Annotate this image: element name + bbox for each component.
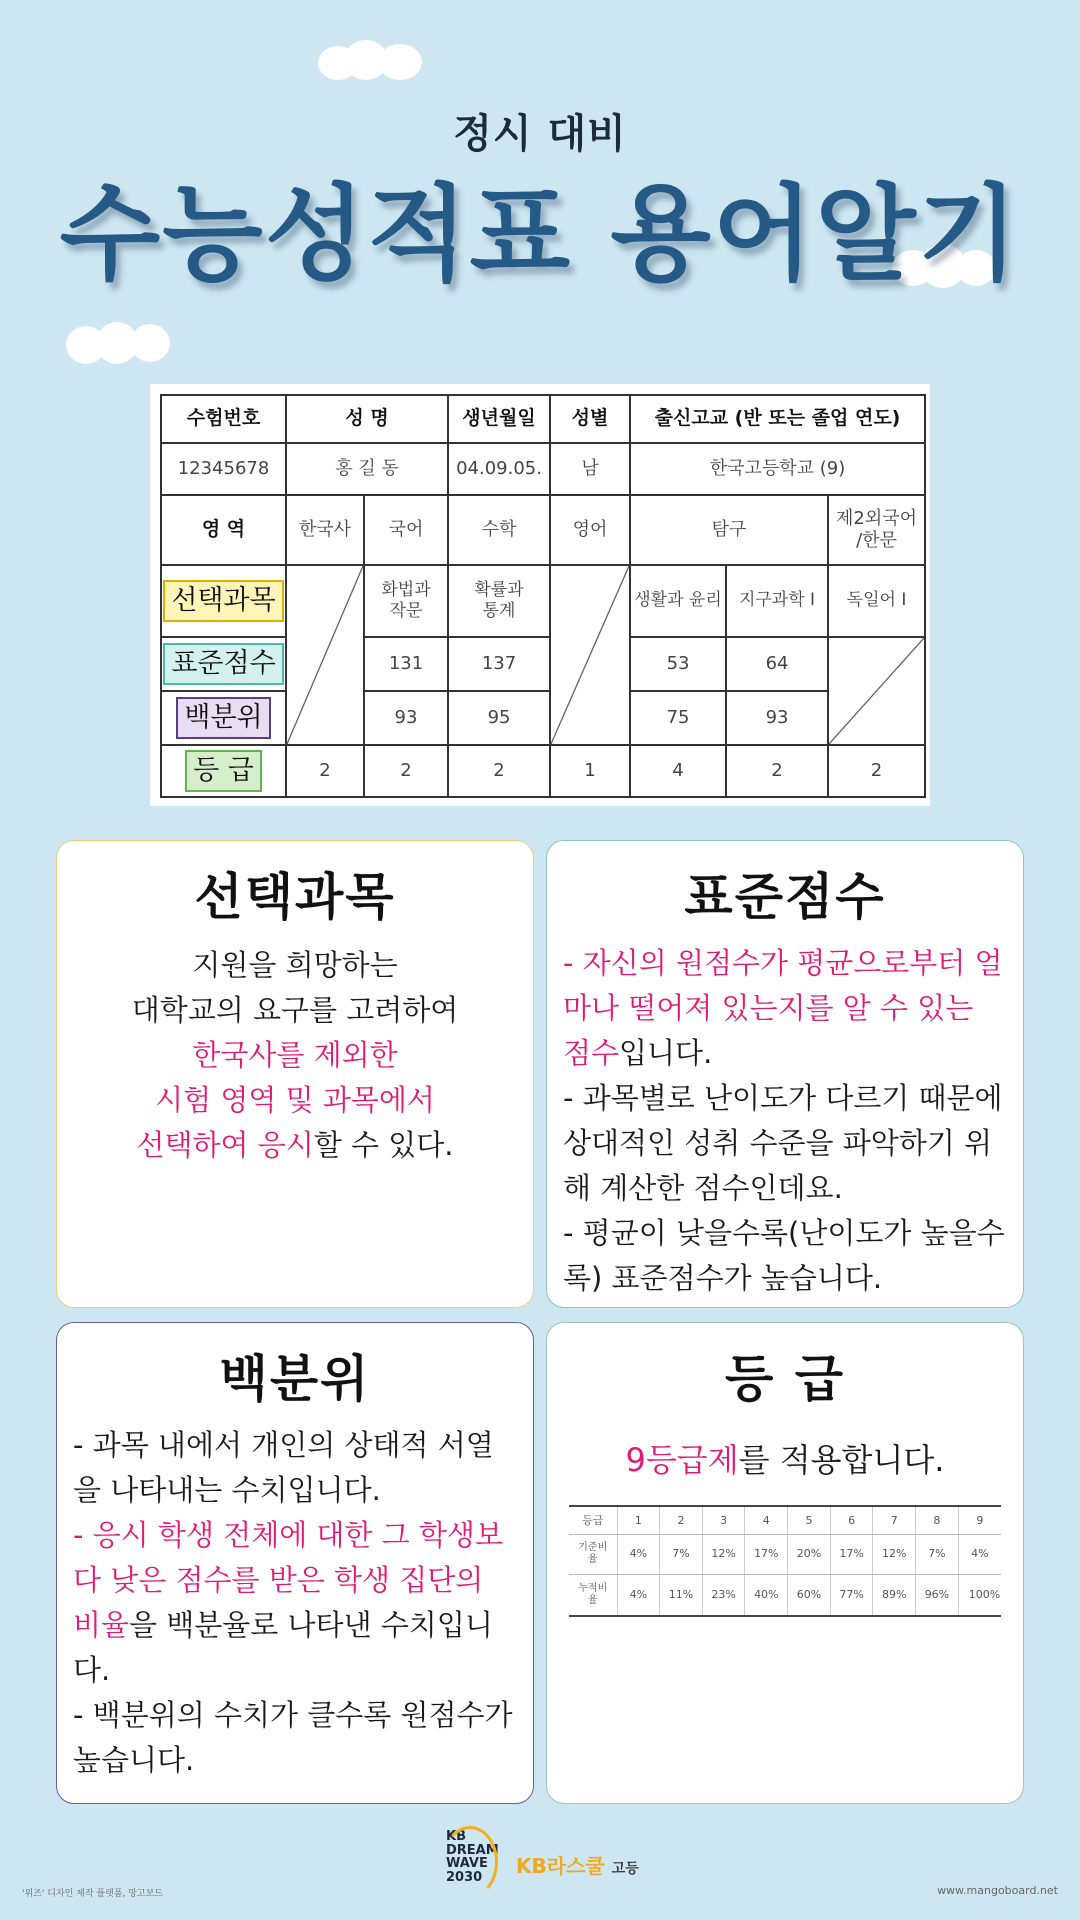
card-percentile-para xyxy=(73,1513,519,1693)
grade-header: 8 xyxy=(916,1506,959,1534)
ratio-cell: 12% xyxy=(702,1534,745,1574)
percentile-inquiry-2: 93 xyxy=(726,691,828,745)
card-standard-para: - 평균이 낮을수록(난이도가 높을수록) 표준점수가 높습니다. xyxy=(563,1215,1005,1295)
ratio-label: 기준비율 xyxy=(569,1534,617,1574)
ratio-cell: 7% xyxy=(916,1534,959,1574)
grade-header: 3 xyxy=(702,1506,745,1534)
korean-history-slash xyxy=(286,565,364,745)
label-standard: 표준점수 xyxy=(163,643,283,685)
ratio-cell: 4% xyxy=(958,1534,1001,1574)
kb-dream-wave-logo xyxy=(446,1830,499,1885)
cumulative-cell: 89% xyxy=(873,1574,916,1616)
credit-text: '위즈' 디자인 제작 플랫폼, 망고보드 xyxy=(22,1889,163,1899)
card-percentile xyxy=(56,1322,534,1804)
second-language-slash xyxy=(828,637,925,745)
grade-header: 2 xyxy=(660,1506,703,1534)
card-elective-line xyxy=(77,1123,513,1168)
ratio-cell: 20% xyxy=(788,1534,831,1574)
label-grade: 등 급 xyxy=(185,750,262,792)
card-elective-line: 지원을 희망하는 xyxy=(192,948,398,982)
area-second-language: 제2외국어 /한문 xyxy=(828,495,925,565)
cumulative-cell: 77% xyxy=(830,1574,873,1616)
card-percentile-text: 을 백분율로 나타낸 수치입니다. xyxy=(73,1607,493,1687)
area-korean: 국어 xyxy=(364,495,448,565)
kb-brand xyxy=(516,1850,639,1879)
logo-line: 2030 xyxy=(446,1869,483,1885)
header-birthdate: 생년월일 xyxy=(448,395,550,443)
elective-inquiry-1: 생활과 윤리 xyxy=(630,565,726,637)
label-percentile: 백분위 xyxy=(176,697,270,739)
area-korean-history: 한국사 xyxy=(286,495,364,565)
brand-suffix: 고등 xyxy=(611,1861,639,1877)
percentile-math: 95 xyxy=(448,691,550,745)
logo-line: KB xyxy=(446,1829,466,1844)
gender-value: 남 xyxy=(550,443,630,495)
grade-korean: 2 xyxy=(364,745,448,797)
elective-math: 확률과 통계 xyxy=(448,565,550,637)
standard-math: 137 xyxy=(448,637,550,691)
header-exam-number: 수험번호 xyxy=(161,395,286,443)
card-standard xyxy=(546,840,1024,1308)
elective-inquiry-2: 지구과학 I xyxy=(726,565,828,637)
logo-line: WAVE xyxy=(446,1856,488,1872)
label-standard-cell xyxy=(161,637,286,691)
ratio-cell: 17% xyxy=(745,1534,788,1574)
card-elective xyxy=(56,840,534,1308)
cloud-left xyxy=(66,320,178,364)
cumulative-cell: 23% xyxy=(702,1574,745,1616)
label-elective-cell xyxy=(161,565,286,637)
page-subtitle: 정시 대비 xyxy=(453,111,627,157)
area-label: 영 역 xyxy=(161,495,286,565)
cumulative-label: 누적비율 xyxy=(569,1574,617,1616)
cumulative-cell: 96% xyxy=(916,1574,959,1616)
score-report xyxy=(150,384,930,806)
header-school: 출신고교 (반 또는 졸업 연도) xyxy=(630,395,925,443)
card-standard-para xyxy=(563,941,1009,1076)
percentile-korean: 93 xyxy=(364,691,448,745)
score-report-table xyxy=(160,394,926,798)
cloud-top xyxy=(318,40,430,80)
card-elective-text: 할 수 있다. xyxy=(313,1127,454,1162)
grade-header: 1 xyxy=(617,1506,660,1534)
page-title: 수능성적표 용어알기 xyxy=(59,173,1021,295)
card-grade xyxy=(546,1322,1024,1804)
card-standard-highlight: - 자신의 원점수가 평균으로부터 얼마나 떨어져 있는지를 알 수 있는 점수 xyxy=(563,946,1003,1070)
card-percentile-title: 백분위 xyxy=(219,1350,371,1408)
elective-second-language: 독일어 I xyxy=(828,565,925,637)
percentile-inquiry-1: 75 xyxy=(630,691,726,745)
cumulative-cell: 60% xyxy=(788,1574,831,1616)
card-elective-title: 선택과목 xyxy=(194,868,396,926)
card-percentile-highlight: - 응시 학생 전체에 대한 그 학생보다 낮은 점수를 받은 학생 집단의 비율 xyxy=(73,1517,503,1642)
card-percentile-para: - 백분위의 수치가 클수록 원점수가 높습니다. xyxy=(73,1697,513,1777)
card-standard-title: 표준점수 xyxy=(684,868,886,926)
standard-korean: 131 xyxy=(364,637,448,691)
label-elective: 선택과목 xyxy=(163,580,283,622)
card-grade-text: 를 적용합니다. xyxy=(738,1441,945,1479)
cumulative-cell: 11% xyxy=(660,1574,703,1616)
card-percentile-body xyxy=(57,1423,533,1783)
grade-header: 9 xyxy=(958,1506,1001,1534)
header-name: 성 명 xyxy=(286,395,448,443)
card-standard-body xyxy=(547,941,1023,1301)
source-url: www.mangoboard.net xyxy=(937,1884,1058,1897)
grade-header-label: 등급 xyxy=(569,1506,617,1534)
grade-english: 1 xyxy=(550,745,630,797)
ratio-cell: 17% xyxy=(830,1534,873,1574)
label-percentile-cell xyxy=(161,691,286,745)
birthdate-value: 04.09.05. xyxy=(448,443,550,495)
logo-arc-icon xyxy=(442,1826,498,1898)
standard-inquiry-2: 64 xyxy=(726,637,828,691)
grade-korean-history: 2 xyxy=(286,745,364,797)
grade-header: 5 xyxy=(788,1506,831,1534)
elective-korean: 화법과 작문 xyxy=(364,565,448,637)
logo-line: DREAM xyxy=(446,1842,499,1858)
grade-inquiry-2: 2 xyxy=(726,745,828,797)
ratio-cell: 7% xyxy=(660,1534,703,1574)
cumulative-cell: 40% xyxy=(745,1574,788,1616)
brand-name: KB라스쿨 xyxy=(516,1854,605,1878)
grade-header: 4 xyxy=(745,1506,788,1534)
card-standard-text: 입니다. xyxy=(619,1035,713,1070)
card-elective-line: 시험 영역 및 과목에서 xyxy=(155,1082,435,1117)
grade-inquiry-1: 4 xyxy=(630,745,726,797)
school-value: 한국고등학교 (9) xyxy=(630,443,925,495)
grade-ratio-table xyxy=(569,1505,1001,1617)
name-value: 홍 길 동 xyxy=(286,443,448,495)
grade-second-language: 2 xyxy=(828,745,925,797)
area-english: 영어 xyxy=(550,495,630,565)
area-inquiry: 탐구 xyxy=(630,495,828,565)
grade-math: 2 xyxy=(448,745,550,797)
grade-header: 6 xyxy=(830,1506,873,1534)
grade-header: 7 xyxy=(873,1506,916,1534)
card-elective-line: 한국사를 제외한 xyxy=(192,1037,398,1072)
card-elective-body xyxy=(57,943,533,1168)
english-slash xyxy=(550,565,630,745)
card-elective-highlight: 선택하여 응시 xyxy=(136,1127,314,1162)
exam-number-value: 12345678 xyxy=(161,443,286,495)
ratio-cell: 12% xyxy=(873,1534,916,1574)
area-math: 수학 xyxy=(448,495,550,565)
header-gender: 성별 xyxy=(550,395,630,443)
card-grade-title: 등 급 xyxy=(724,1350,845,1408)
ratio-cell: 4% xyxy=(617,1534,660,1574)
card-percentile-para: - 과목 내에서 개인의 상태적 서열을 나타내는 수치입니다. xyxy=(73,1428,494,1507)
card-standard-para: - 과목별로 난이도가 다르기 때문에 상대적인 성취 수준을 파악하기 위해 계산한 점수인데요. xyxy=(563,1080,1003,1205)
label-grade-cell xyxy=(161,745,286,797)
card-grade-highlight: 9등급제 xyxy=(625,1441,739,1479)
cumulative-cell: 4% xyxy=(617,1574,660,1616)
card-grade-intro xyxy=(547,1435,1023,1481)
cumulative-cell: 100% xyxy=(958,1574,1001,1616)
standard-inquiry-1: 53 xyxy=(630,637,726,691)
card-elective-line: 대학교의 요구를 고려하여 xyxy=(131,992,459,1027)
